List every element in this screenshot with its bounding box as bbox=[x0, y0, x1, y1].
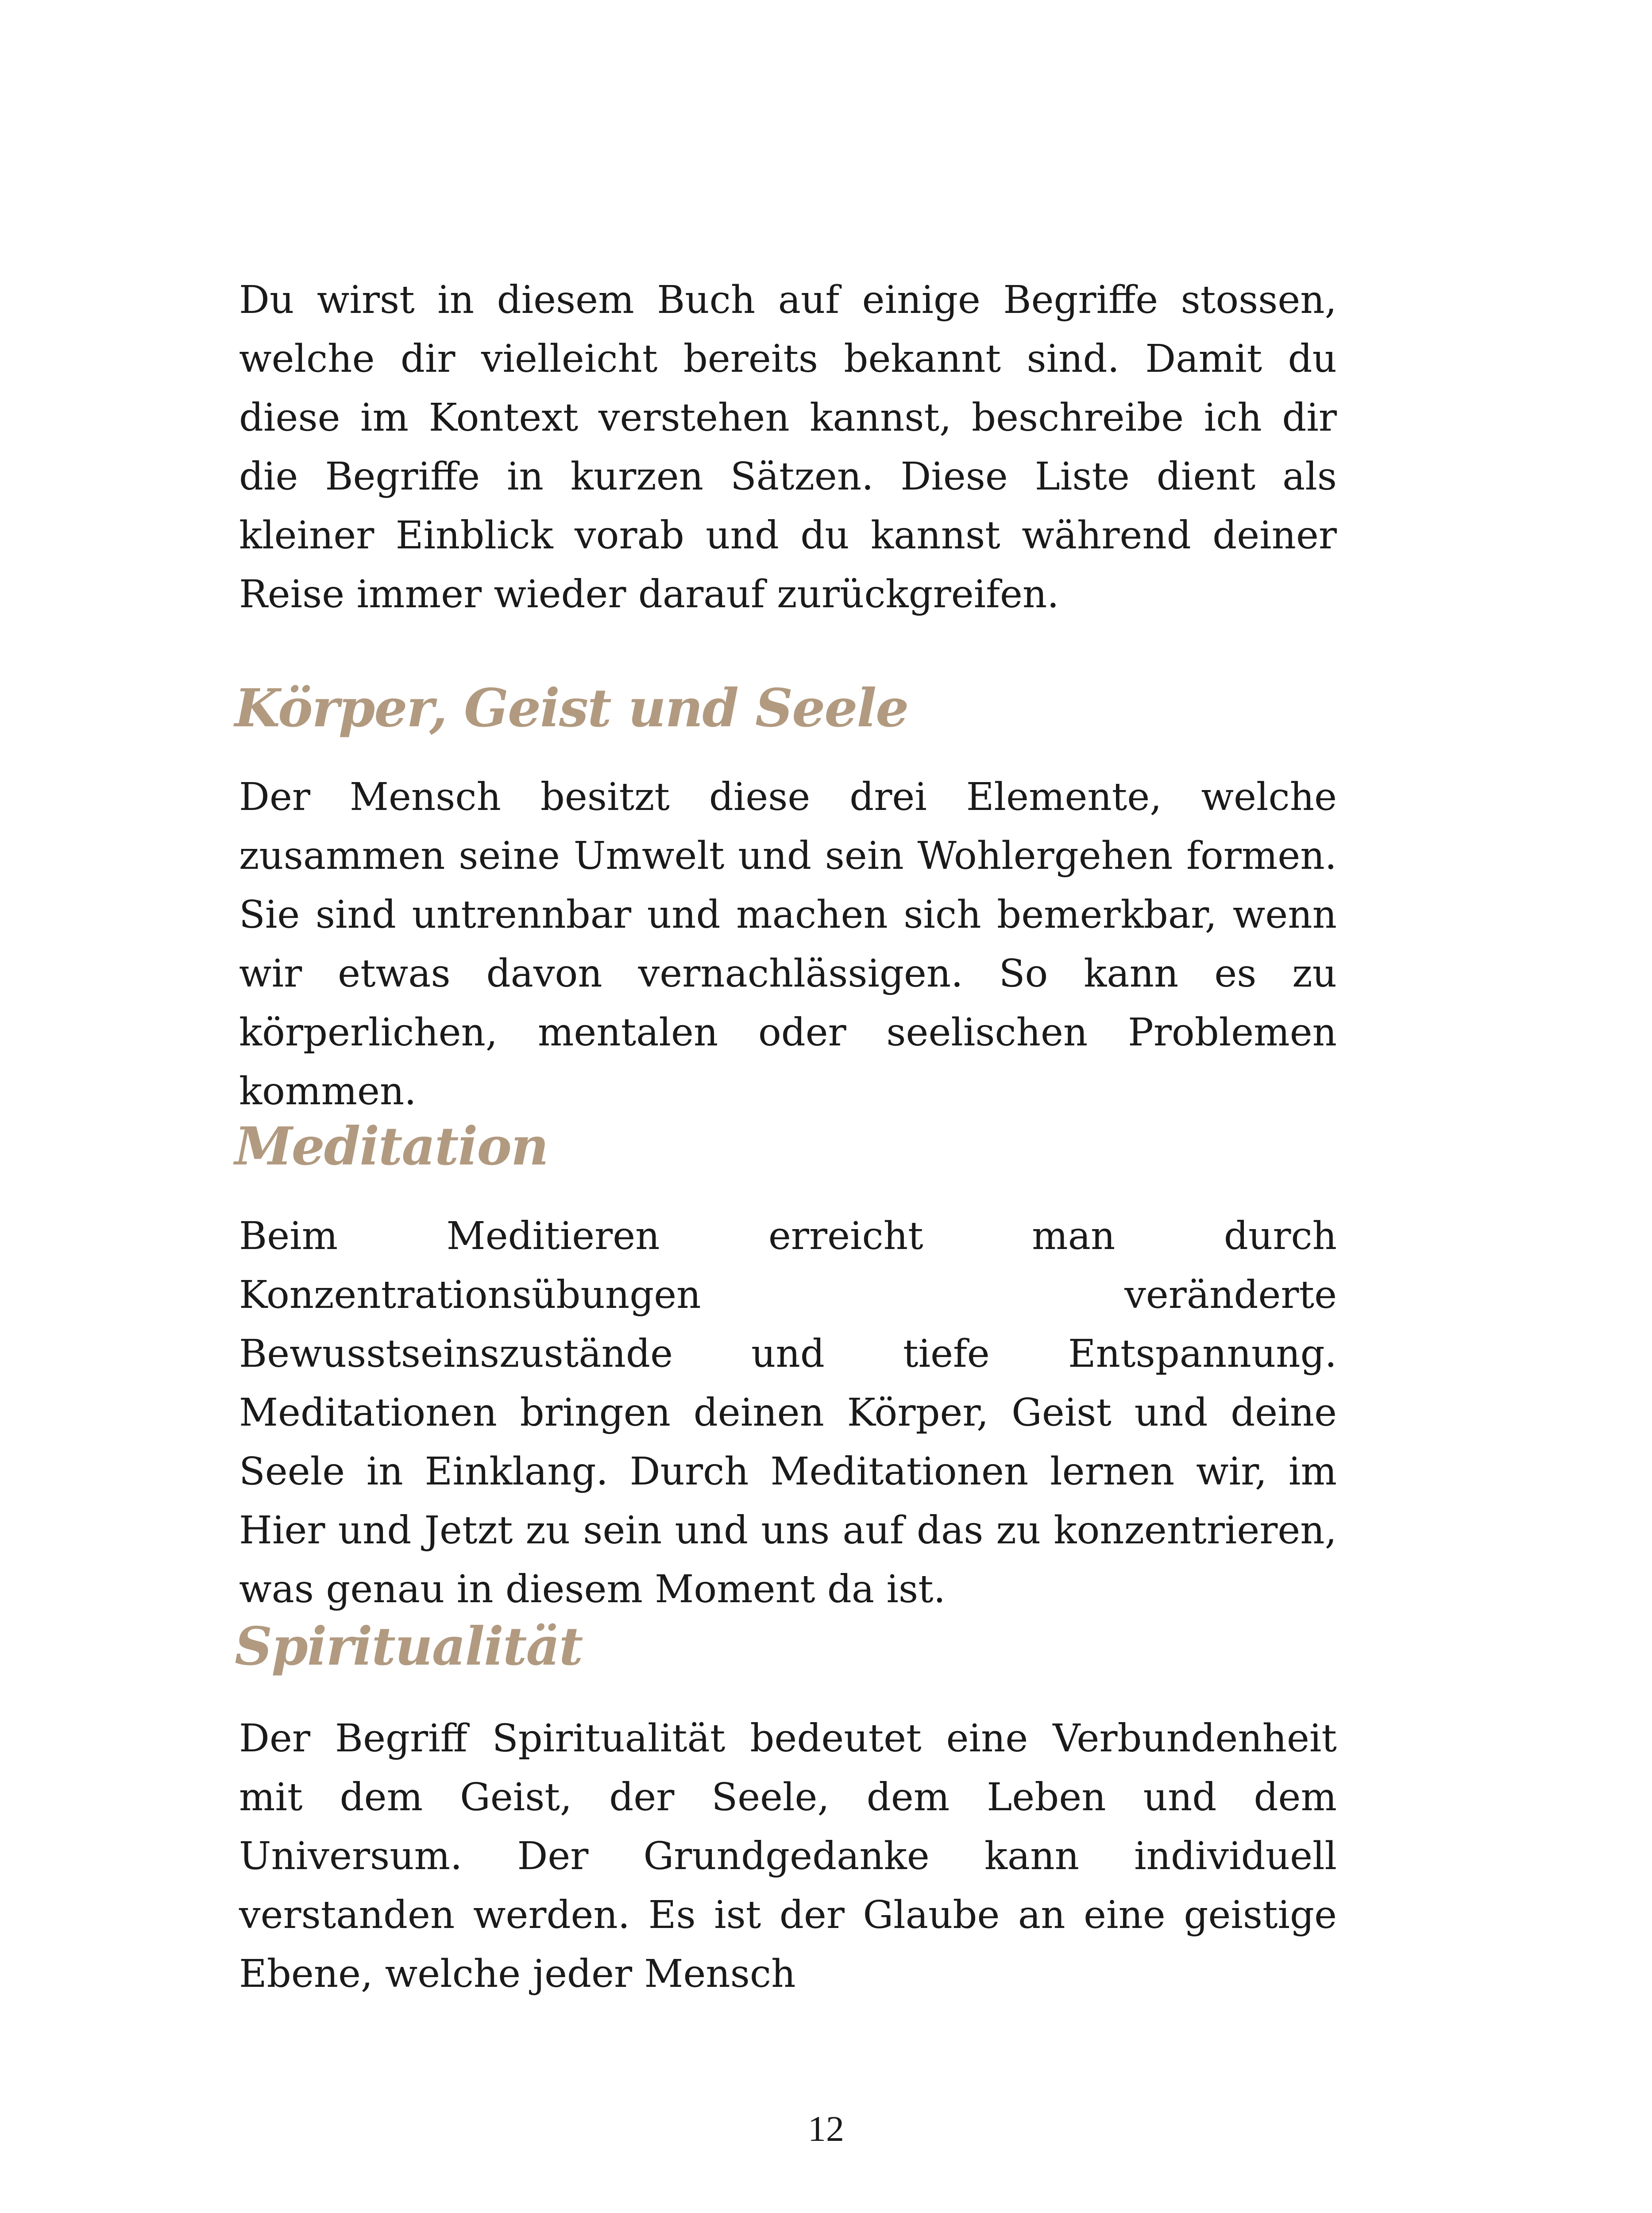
paragraph-meditation: Beim Meditieren erreicht man durch Konzentrationsübungen veränderte Bewusstseinszustände und tiefe Entspannung. Meditationen bringen deinen Körper, Geist und deine Seele in Einklang. Durch Meditationen lernen wir, im Hier und Jetzt zu sein und uns auf das zu konzentrieren, was genau in diesem Moment da ist. bbox=[239, 1214, 1337, 1612]
heading-meditation: Meditation bbox=[235, 1115, 548, 1177]
intro-paragraph: Du wirst in diesem Buch auf einige Begriffe stossen, welche dir vielleicht bereits bekannt sind. Damit du diese im Kontext verstehen kannst, beschreibe ich dir die Begriffe in kurzen Sätzen. Diese Liste dient als kleiner Einblick vorab und du kannst während deiner Reise immer wieder darauf zurückgreifen. bbox=[239, 278, 1337, 617]
heading-spiritualitaet: Spiritualität bbox=[235, 1615, 583, 1677]
paragraph-koerper-geist-seele: Der Mensch besitzt diese drei Elemente, welche zusammen seine Umwelt und sein Wohlergehen formen. Sie sind untrennbar und machen sich bemerkbar, wenn wir etwas davon vernachlässigen. So kann es zu körperlichen, mentalen oder seelischen Problemen kommen. bbox=[239, 775, 1337, 1114]
paragraph-spiritualitaet: Der Begriff Spiritualität bedeutet eine Verbundenheit mit dem Geist, der Seele, dem Leben und dem Universum. Der Grundgedanke kann individuell verstanden werden. Es ist der Glaube an eine geistige Ebene, welche jeder Mensch bbox=[239, 1716, 1337, 1996]
heading-koerper-geist-seele: Körper, Geist und Seele bbox=[235, 677, 908, 739]
page-number: 12 bbox=[808, 2109, 844, 2149]
